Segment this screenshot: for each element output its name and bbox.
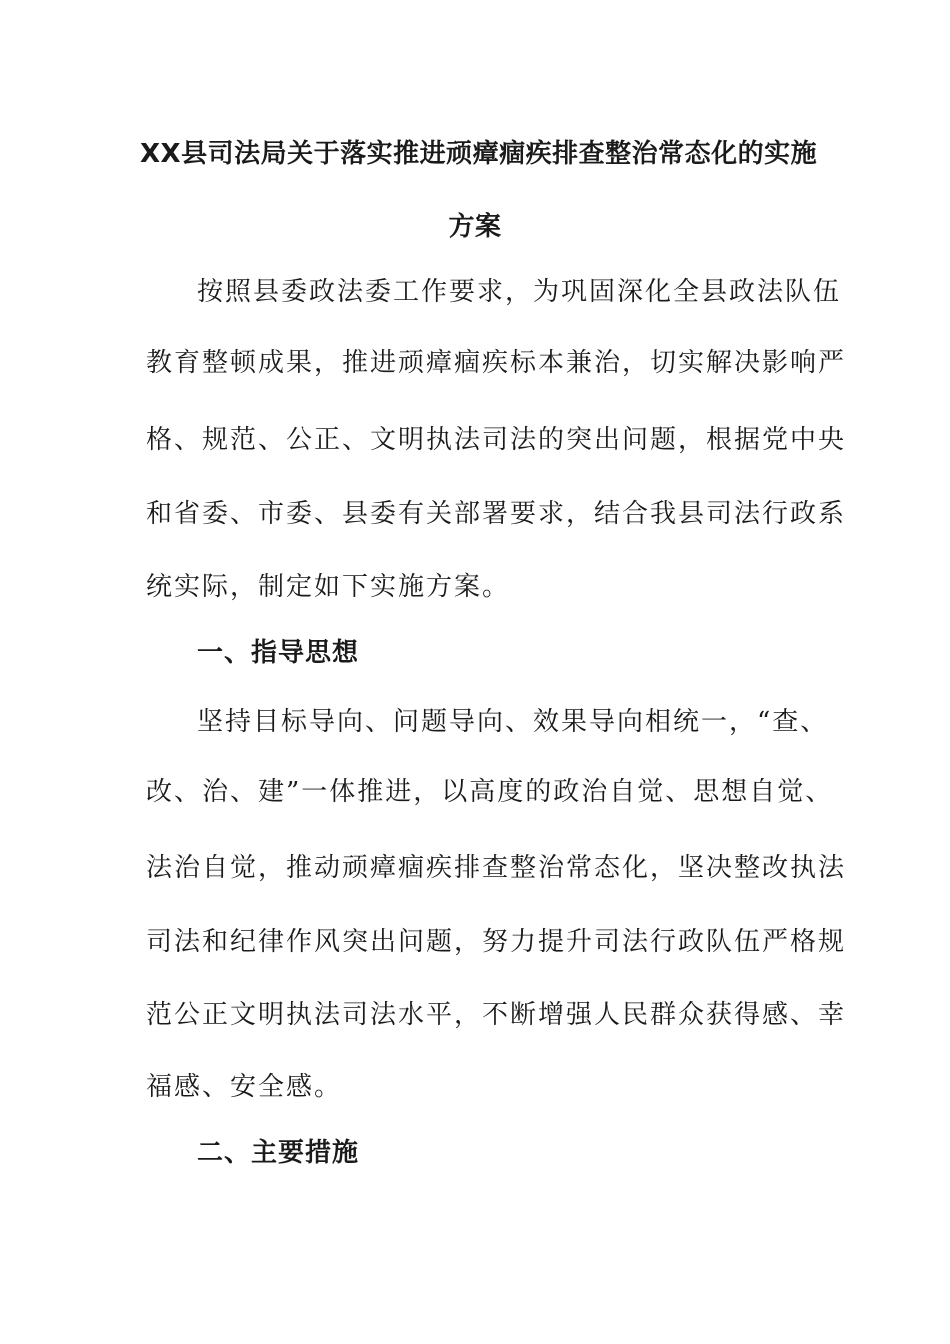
- section1-paragraph-line: 司法和纪律作风突出问题，努力提升司法行政队伍严格规: [146, 927, 847, 957]
- document-title-line-2: 方案: [448, 212, 502, 242]
- section1-paragraph-line: 改、治、建”一体推进，以高度的政治自觉、思想自觉、: [146, 777, 834, 807]
- section1-paragraph-line: 福感、安全感。: [146, 1072, 343, 1102]
- section1-paragraph-line: 坚持目标导向、问题导向、效果导向相统一，“查、: [197, 707, 829, 737]
- section-heading-main-measures: 二、主要措施: [197, 1138, 360, 1168]
- intro-paragraph-line: 教育整顿成果，推进顽瘴痼疾标本兼治，切实解决影响严: [146, 348, 847, 378]
- section1-paragraph-line: 法治自觉，推动顽瘴痼疾排查整治常态化，坚决整改执法: [146, 853, 847, 883]
- intro-paragraph-line: 按照县委政法委工作要求，为巩固深化全县政法队伍: [197, 277, 842, 307]
- section1-paragraph-line: 范公正文明执法司法水平，不断增强人民群众获得感、幸: [146, 1000, 847, 1030]
- section-heading-guiding-ideology: 一、指导思想: [197, 638, 360, 668]
- intro-paragraph-line: 格、规范、公正、文明执法司法的突出问题，根据党中央: [146, 425, 847, 455]
- intro-paragraph-line: 和省委、市委、县委有关部署要求，结合我县司法行政系: [146, 499, 847, 529]
- document-title-line-1: XX县司法局关于落实推进顽瘴痼疾排查整治常态化的实施: [140, 139, 818, 169]
- intro-paragraph-line: 统实际，制定如下实施方案。: [146, 572, 511, 602]
